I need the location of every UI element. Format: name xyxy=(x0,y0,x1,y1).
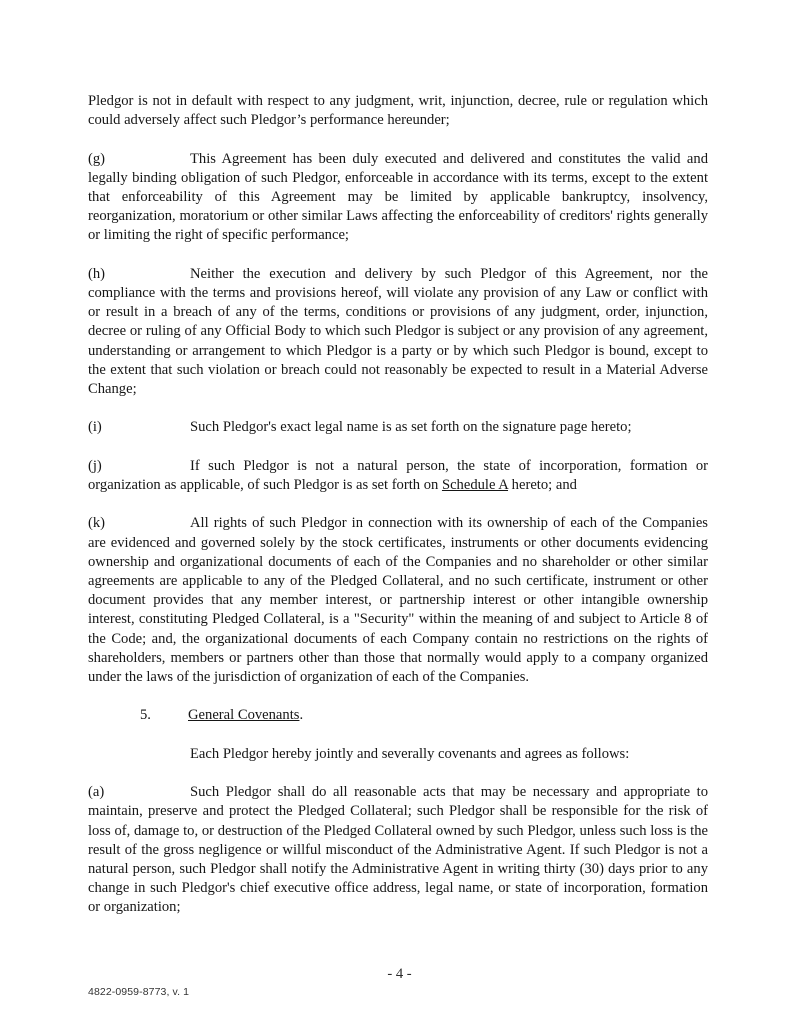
paragraph-h-text: Neither the execution and delivery by such Pledgor of this Agreement, nor the compliance with the terms and provisions hereof, will violate any provision of any Law or conflict with or result in a breach of any of the terms, conditions or provisions of any judgment, order, injunction, decree or ruling of any Official Body to which such Pledgor is subject or any provision of any agreement, understanding or arrangement to which Pledgor is a party or by which such Pledgor is bound, except to the extent that such violation or breach could not reasonably be expected to result in a Material Adverse Change; xyxy=(88,265,708,398)
paragraph-i-indent xyxy=(88,418,190,437)
paragraph-h xyxy=(88,265,708,399)
schedule-a-reference: Schedule A xyxy=(441,477,509,493)
paragraph-k-text: All rights of such Pledgor in connection with its ownership of each of the Companies are evidenced and governed solely by the stock certificates, instruments or other documents evidencing ownership and organizational documents of each of the Companies and no shareholder or other similar agreements are applicable to any of the Pledged Collateral, and no such certificate, instrument or other document provides that any member interest, or partnership interest or other intangible ownership interest, constituting Pledged Collateral, is a "Security" within the meaning of and subject to Article 8 of the Code; and, the organizational documents of each Company contain no restrictions on the rights of shareholders, members or partners other than those that normally would apply to a company organized under the laws of the jurisdiction of organization of each of the Companies. xyxy=(88,515,708,686)
paragraph-k-label: (k) xyxy=(88,515,106,532)
section-5-heading-terminator: . xyxy=(299,707,304,724)
paragraph-k-indent xyxy=(88,514,190,533)
paragraph-g-label: (g) xyxy=(88,150,106,167)
paragraph-i-text: Such Pledgor's exact legal name is as set forth on the signature page hereto; xyxy=(190,419,632,436)
paragraph-j-text-before: If such Pledgor is not a natural person, the state of incorporation, formation or organization as applicable, of such Pledgor is as set forth on xyxy=(88,457,708,493)
paragraph-5a-label: (a) xyxy=(88,784,105,801)
paragraph-continued: Pledgor is not in default with respect to any judgment, writ, injunction, decree, rule or regulation which could adversely affect such Pledgor’s performance hereunder; xyxy=(88,93,708,129)
paragraph-5a xyxy=(88,783,708,917)
section-5-heading-line xyxy=(88,706,708,725)
section-5-intro xyxy=(88,745,708,764)
section-5-heading: General Covenants xyxy=(188,707,300,724)
section-5-intro-text: Each Pledgor hereby jointly and severally covenants and agrees as follows: xyxy=(190,745,630,762)
section-5-number: 5. xyxy=(140,707,151,724)
paragraph-j-label: (j) xyxy=(88,457,102,474)
paragraph-g xyxy=(88,150,708,246)
paragraph-5a-indent xyxy=(88,783,190,802)
paragraph-i-label: (i) xyxy=(88,419,102,436)
paragraph-j-indent xyxy=(88,457,190,476)
paragraph-g-text: This Agreement has been duly executed and delivered and constitutes the valid and legally binding obligation of such Pledgor, enforceable in accordance with its terms, except to the extent that enforceability of this Agreement may be limited by applicable bankruptcy, insolvency, reorganization, moratorium or other similar Laws affecting the enforceability of creditors' rights generally or limiting the right of specific performance; xyxy=(88,150,708,244)
paragraph-h-indent xyxy=(88,265,190,284)
paragraph-i xyxy=(88,418,708,437)
paragraph-j xyxy=(88,457,708,495)
paragraph-g-indent xyxy=(88,150,190,169)
paragraph-j-text-after: hereto; and xyxy=(508,477,577,493)
paragraph-5a-text: Such Pledgor shall do all reasonable acts that may be necessary and appropriate to maintain, preserve and protect the Pledged Collateral; such Pledgor shall be responsible for the risk of loss of, damage to, or destruction of the Pledged Collateral owned by such Pledgor, unless such loss is the result of the gross negligence or willful misconduct of the Administrative Agent. If such Pledgor is not a natural person, such Pledgor shall notify the Administrative Agent in writing thirty (30) days prior to any change in such Pledgor's chief executive office address, legal name, or state of incorporation, formation or organization; xyxy=(88,784,708,916)
page-content xyxy=(88,92,708,918)
document-id-footer: 4822-0959-8773, v. 1 xyxy=(88,986,190,998)
page-number-footer: - 4 - xyxy=(387,966,412,982)
paragraph-k xyxy=(88,514,708,687)
paragraph-h-label: (h) xyxy=(88,265,106,282)
